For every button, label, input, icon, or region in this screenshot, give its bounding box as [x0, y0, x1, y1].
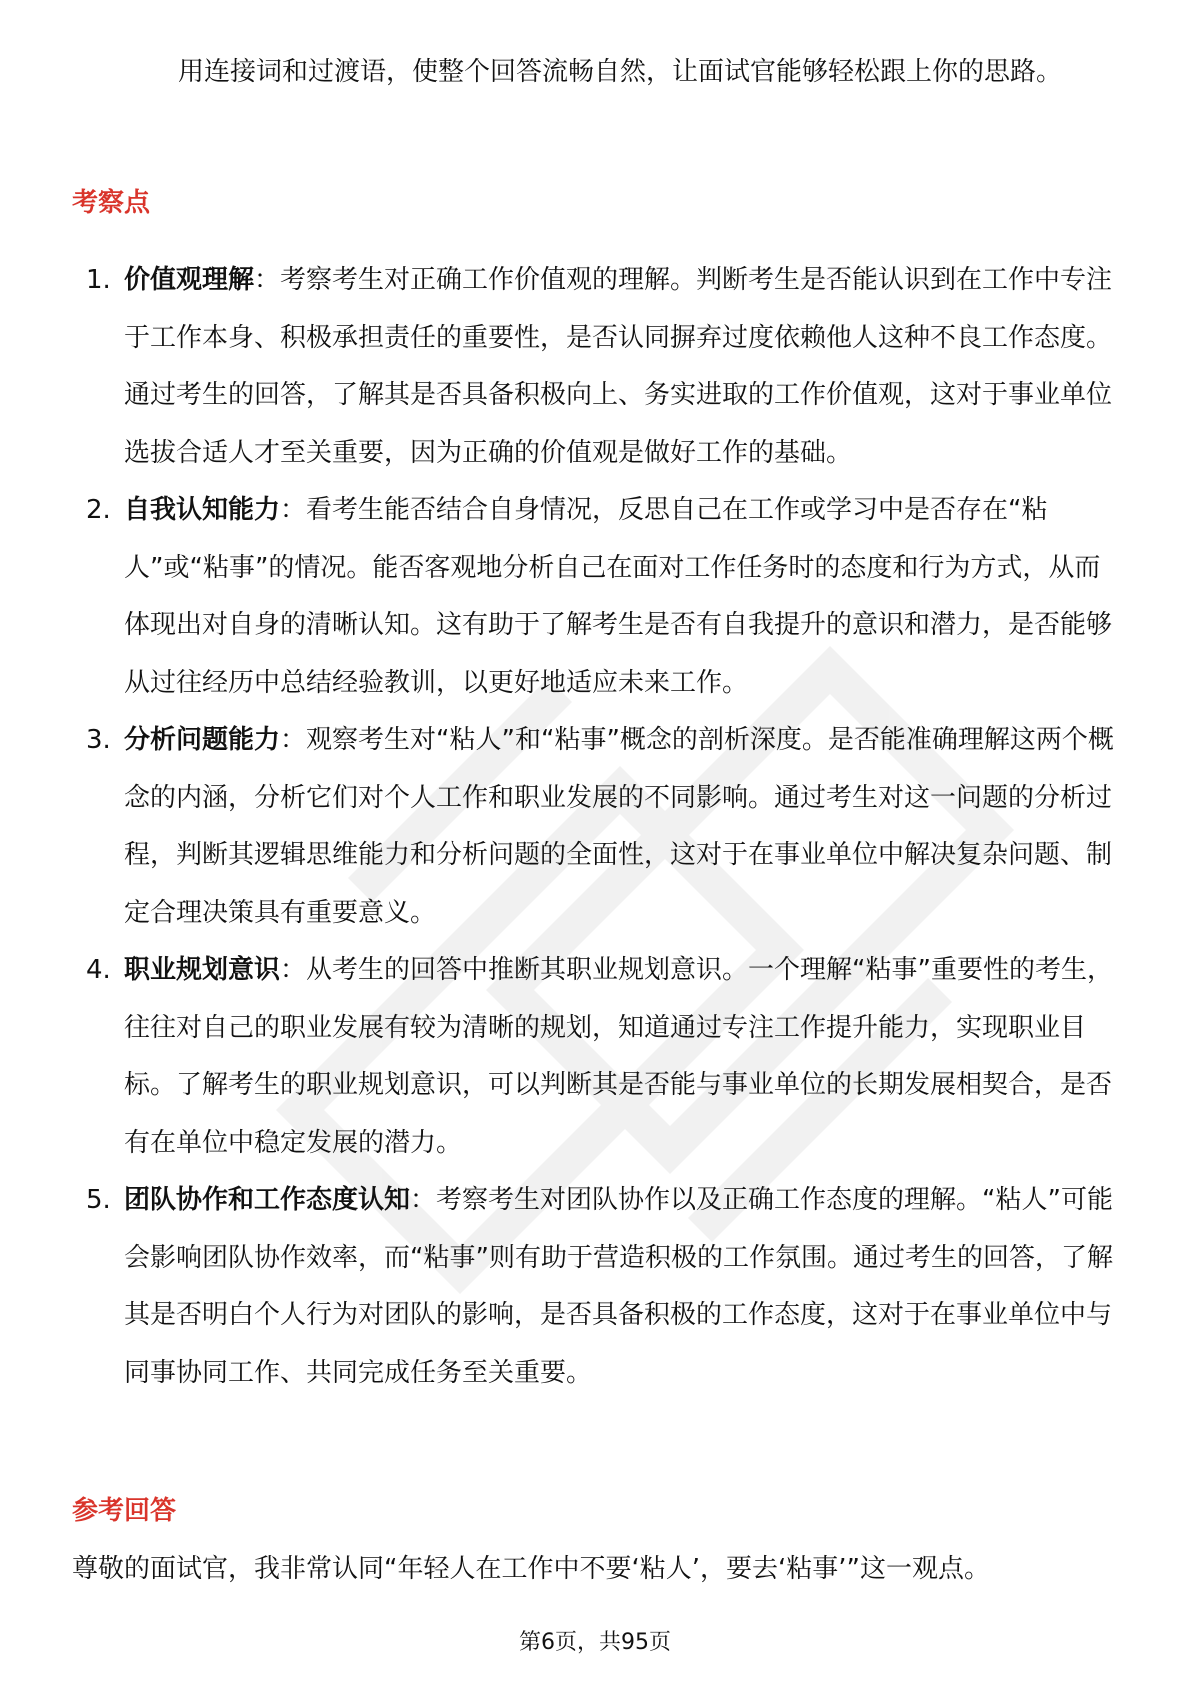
list-item-term: 团队协作和工作态度认知 — [124, 1185, 411, 1215]
page-footer: 第6页，共95页 — [519, 1630, 671, 1655]
list-item — [0, 252, 1122, 482]
list-item — [0, 482, 1122, 712]
list-item-term: 自我认知能力 — [124, 495, 281, 525]
list-item-text: 考察考生对团队协作以及正确工作态度的理解。“粘人”可能会影响团队协作效率，而“粘事”则有助于营造积极的工作氛围。通过考生的回答，了解其是否明白个人行为对团队的影响，是否具备积极的工作态度，这对于在事业单位中与同事协同工作、共同完成任务至关重要。 — [124, 1185, 1113, 1388]
list-item-number: 4. — [86, 955, 111, 985]
list-item-term: 职业规划意识 — [124, 955, 281, 985]
list-item-number: 2. — [86, 495, 111, 525]
list-item-separator: ： — [280, 495, 307, 525]
list-item-text: 从考生的回答中推断其职业规划意识。一个理解“粘事”重要性的考生，往往对自己的职业发展有较为清晰的规划，知道通过专注工作提升能力，实现职业目标。了解考生的职业规划意识，可以判断其是否能与事业单位的长期发展相契合，是否有在单位中稳定发展的潜力。 — [124, 955, 1113, 1158]
list-item — [0, 1172, 1122, 1402]
list-item — [0, 712, 1122, 942]
list-item-number: 1. — [86, 265, 111, 295]
list-item-number: 5. — [86, 1185, 111, 1215]
intro-paragraph: 用连接词和过渡语，使整个回答流畅自然，让面试官能够轻松跟上你的思路。 — [178, 57, 1063, 87]
list-item-term: 价值观理解 — [124, 265, 255, 295]
list-item-separator: ： — [254, 265, 281, 295]
section-heading-inspection: 考察点 — [72, 188, 151, 218]
list-item-text: 观察考生对“粘人”和“粘事”概念的剖析深度。是否能准确理解这两个概念的内涵，分析它们对个人工作和职业发展的不同影响。通过考生对这一问题的分析过程，判断其逻辑思维能力和分析问题的全面性，这对于在事业单位中解决复杂问题、制定合理决策具有重要意义。 — [124, 725, 1114, 928]
section-heading-answer: 参考回答 — [72, 1496, 177, 1526]
list-item-number: 3. — [86, 725, 111, 755]
list-item — [0, 942, 1122, 1172]
list-item-text: 考察考生对正确工作价值观的理解。判断考生是否能认识到在工作中专注于工作本身、积极承担责任的重要性，是否认同摒弃过度依赖他人这种不良工作态度。通过考生的回答，了解其是否具备积极向上、务实进取的工作价值观，这对于事业单位选拔合适人才至关重要，因为正确的价值观是做好工作的基础。 — [124, 265, 1113, 468]
list-item-separator: ： — [410, 1185, 437, 1215]
list-item-separator: ： — [280, 955, 307, 985]
answer-paragraph: 尊敬的面试官，我非常认同“年轻人在工作中不要‘粘人’，要去‘粘事’”这一观点。 — [72, 1554, 990, 1584]
list-item-term: 分析问题能力 — [124, 725, 281, 755]
inspection-points-list — [0, 252, 1190, 1402]
list-item-separator: ： — [280, 725, 307, 755]
list-item-text: 看考生能否结合自身情况，反思自己在工作或学习中是否存在“粘人”或“粘事”的情况。能否客观地分析自己在面对工作任务时的态度和行为方式，从而体现出对自身的清晰认知。这有助于了解考生是否有自我提升的意识和潜力，是否能够从过往经历中总结经验教训，以更好地适应未来工作。 — [124, 495, 1113, 698]
